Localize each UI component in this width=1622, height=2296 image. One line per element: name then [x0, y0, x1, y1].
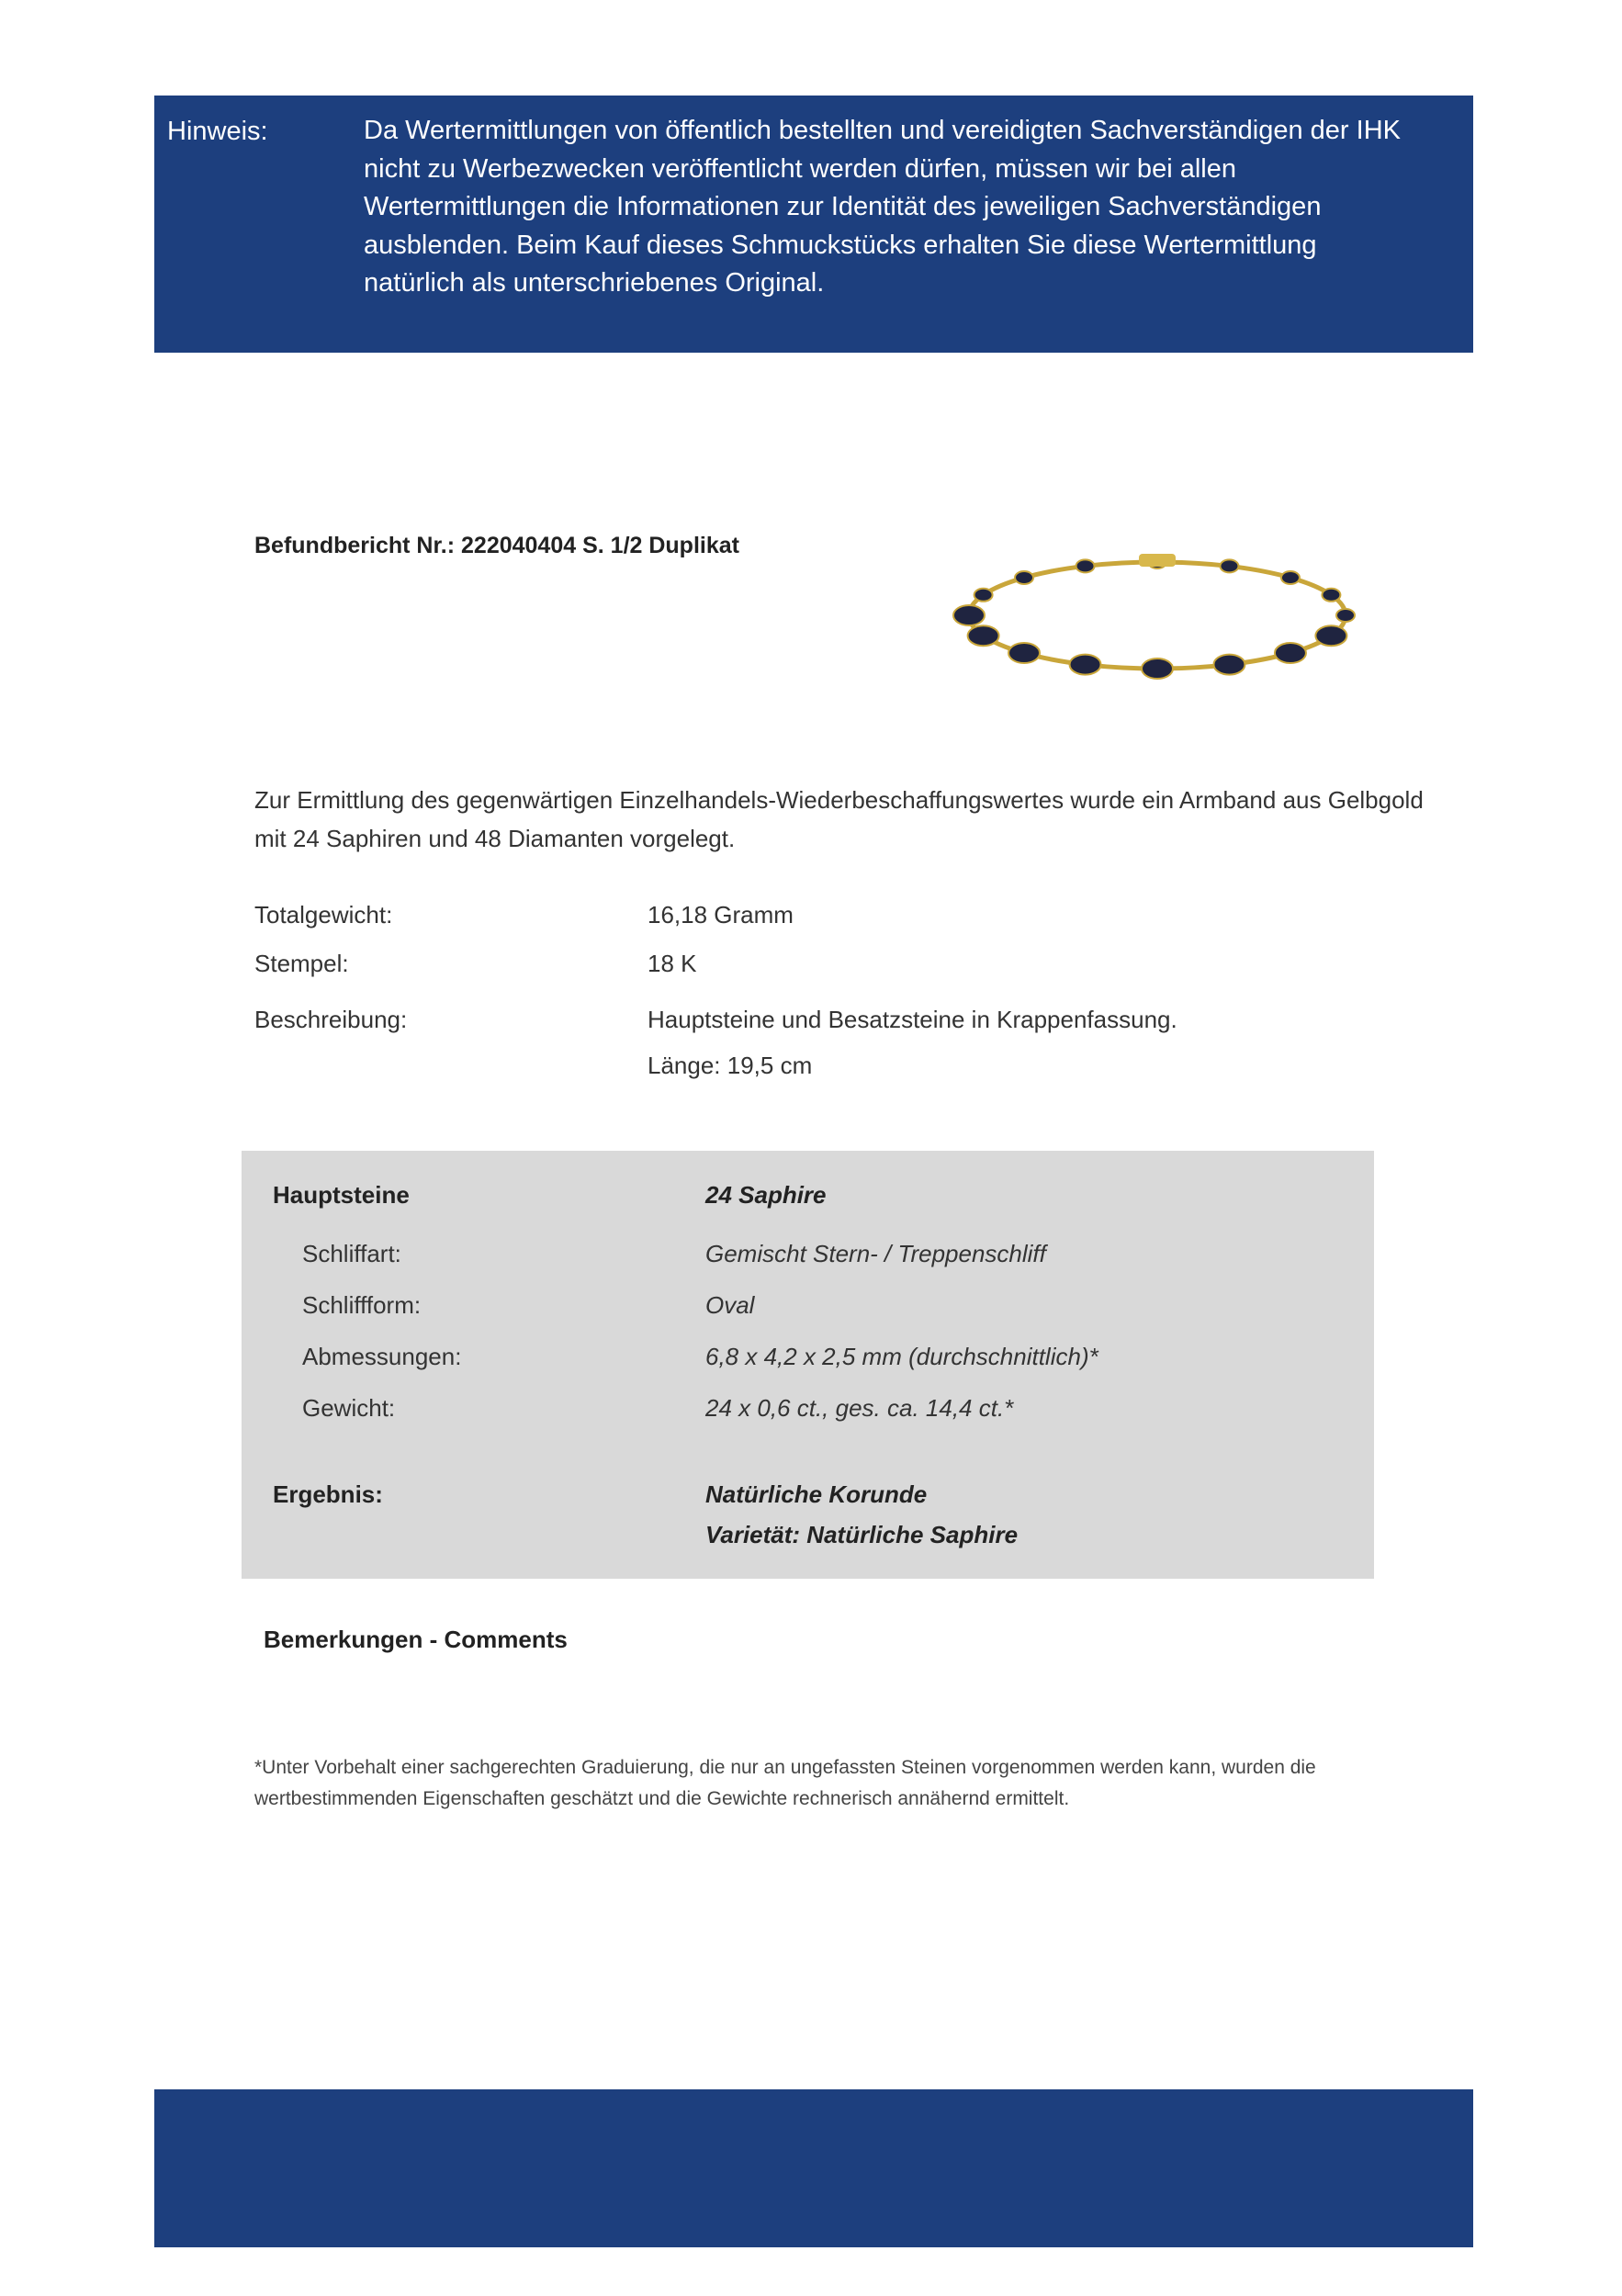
stamp-label: Stempel:	[254, 950, 349, 977]
footer-band	[154, 2089, 1473, 2247]
main-stones-label: Hauptsteine	[273, 1181, 410, 1209]
gem-weight-label: Gewicht:	[302, 1394, 396, 1422]
dimensions-value: 6,8 x 4,2 x 2,5 mm (durchschnittlich)*	[705, 1343, 1098, 1370]
footnote: *Unter Vorbehalt einer sachgerechten Graduierung, die nur an ungefassten Steinen vorgenommen werden kann, wurden die wertbestimmenden Eigenschaften geschätzt und die Gewichte rechnerisch annähernd ermittelt.	[254, 1757, 1316, 1809]
notice-label: Hinweis:	[167, 117, 268, 146]
comments-heading: Bemerkungen - Comments	[264, 1626, 568, 1653]
notice-banner	[154, 96, 1473, 353]
length-value: Länge: 19,5 cm	[648, 1052, 813, 1079]
description-value: Hauptsteine und Besatzsteine in Krappenfassung.	[648, 1006, 1177, 1033]
shape-label: Schliffform:	[302, 1291, 422, 1319]
dimensions-label: Abmessungen:	[302, 1343, 462, 1370]
shape-value: Oval	[705, 1291, 755, 1319]
cut-value: Gemischt Stern- / Treppenschliff	[705, 1240, 1046, 1267]
gem-details-box	[242, 1151, 1374, 1579]
weight-label: Totalgewicht:	[254, 901, 393, 929]
result-label: Ergebnis:	[273, 1480, 383, 1508]
stamp-value: 18 K	[648, 950, 697, 977]
weight-value: 16,18 Gramm	[648, 901, 794, 929]
bracelet-image	[946, 537, 1369, 693]
main-stones-value: 24 Saphire	[705, 1181, 827, 1209]
report-title: Befundbericht Nr.: 222040404 S. 1/2 Duplikat	[254, 533, 739, 558]
notice-text: Da Wertermittlungen von öffentlich bestellten und vereidigten Sachverständigen der IHK nicht zu Werbezwecken veröffentlicht werden dürfen, müssen wir bei allen Wertermittlungen die Informationen zur Identität des jeweiligen Sachverständigen ausblenden. Beim Kauf dieses Schmuckstücks erhalten Sie diese Wertermittlung natürlich als unterschriebenes Original.	[364, 116, 1401, 298]
cut-label: Schliffart:	[302, 1240, 401, 1267]
intro-text: Zur Ermittlung des gegenwärtigen Einzelhandels-Wiederbeschaffungswertes wurde ein Armband aus Gelbgold mit 24 Saphiren und 48 Diamanten vorgelegt.	[254, 786, 1424, 852]
result-value: Natürliche Korunde	[705, 1480, 928, 1508]
gem-weight-value: 24 x 0,6 ct., ges. ca. 14,4 ct.*	[705, 1394, 1014, 1422]
description-label: Beschreibung:	[254, 1006, 408, 1033]
variety-value: Varietät: Natürliche Saphire	[705, 1521, 1019, 1548]
